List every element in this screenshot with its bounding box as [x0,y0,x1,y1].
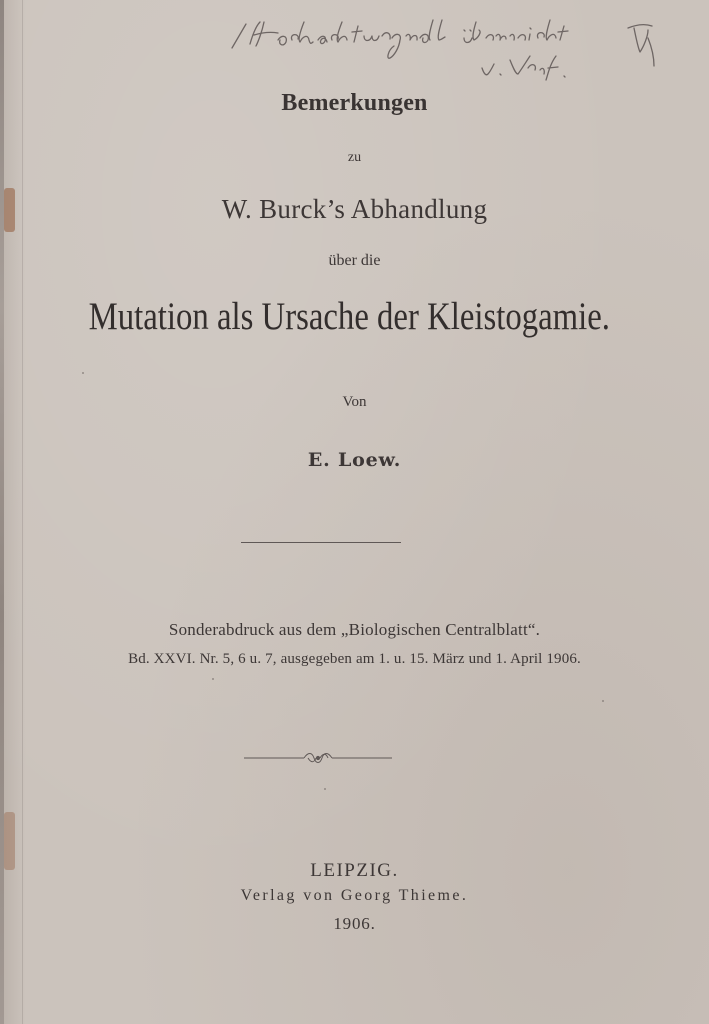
handwritten-inscription [220,8,660,90]
ornamental-divider [244,750,392,766]
subject-line: W. Burck’s Abhandlung [221,194,488,224]
connector-zu: zu [347,150,362,165]
imprint-publisher: Verlag von Georg Thieme. [240,887,469,904]
reprint-note-line-1: Sonderabdruck aus dem „Biologischen Centralblatt“. [168,620,541,639]
paper-speck [212,678,214,680]
imprint-year: 1906. [333,914,376,933]
main-title: Mutation als Ursache der Kleistogamie. [88,295,610,338]
reprint-note-line-2: Bd. XXVI. Nr. 5, 6 u. 7, ausgegeben am 1. u. 15. März und 1. April 1906. [128,651,581,667]
heading-bemerkungen: Bemerkungen [281,90,428,116]
imprint-place: LEIPZIG. [310,860,399,881]
divider-rule [241,542,401,543]
author-name: E. Loew. [307,449,402,471]
paper-speck [602,700,604,702]
paper-speck [82,372,84,374]
paper-speck [324,788,326,790]
connector-ueber-die: über die [328,252,381,269]
byline-von: Von [342,394,367,410]
